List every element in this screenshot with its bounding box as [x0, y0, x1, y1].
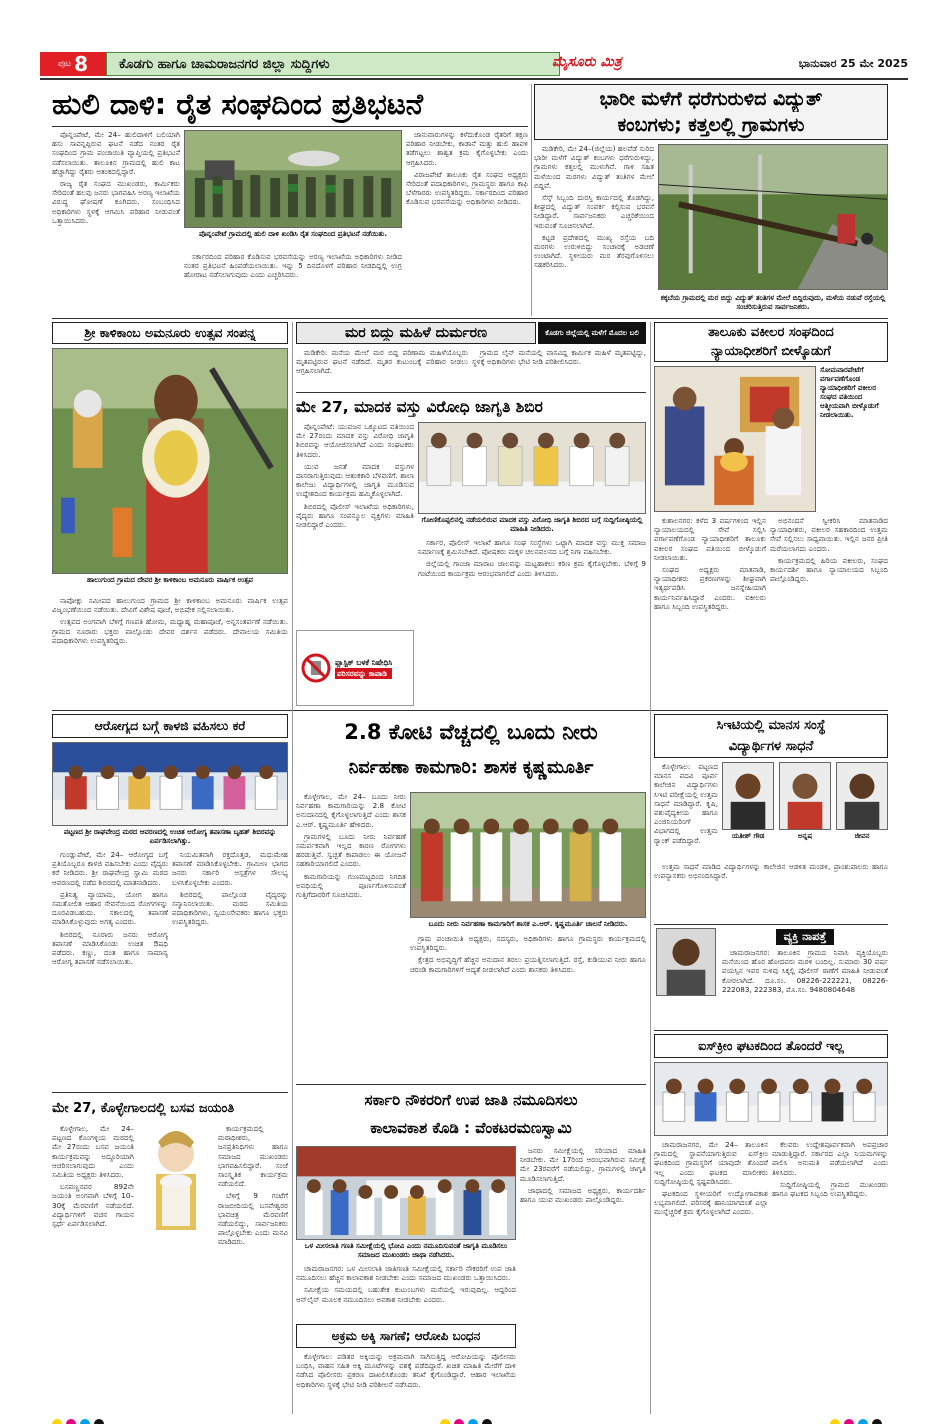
story6-para: ಸಂಘದ ಅಧ್ಯಕ್ಷರು ಮಾತನಾಡಿ, ನ್ಯಾಯಾಧೀಶರು ಪ್ರಕರಣಗಳನ್ನು ಶೀಘ್ರವಾಗಿ ಇತ್ಯರ್ಥಪಡಿಸಿ ಜನಸ್ನೇಹಿಯಾಗಿ ಕಾರ್ಯನಿರ್ವಹಿಸಿದ್ದಾರೆ ಎಂದರು. ವಕೀಲರು ಹಾಗೂ ಸಿಬ್ಬಂದಿ ಉಪಸ್ಥಿತರಿದ್ದರು.: [654, 565, 766, 611]
story8-para: ಕಾಮಗಾರಿಯನ್ನು ಗುಣಮಟ್ಟದಿಂದ ನಿಗದಿತ ಅವಧಿಯಲ್ಲಿ ಪೂರ್ಣಗೊಳಿಸುವಂತೆ ಗುತ್ತಿಗೆದಾರರಿಗೆ ಸೂಚಿಸಿದರು.: [296, 871, 406, 900]
story3-headline: ಶ್ರೀ ಕಾಳಿಕಾಂಬ ಅಮನೂರು ಉತ್ಸವ ಸಂಪನ್ನ: [84, 325, 256, 340]
registration-marks: [440, 1414, 496, 1424]
section-title: ಕೊಡಗು ಹಾಗೂ ಚಾಮರಾಜನಗರ ಜಿಲ್ಲಾ ಸುದ್ದಿಗಳು: [119, 56, 330, 72]
story11-column1: [654, 1140, 768, 1414]
story6-side-caption: ಸೋಮವಾರಪೇಟೆಗೆ ವರ್ಗಾವಣೆಗೊಂಡ ನ್ಯಾಯಾಧೀಶರಿಗೆ ವಕೀಲರ ಸಂಘದ ವತಿಯಿಂದ ಆತ್ಮೀಯವಾಗಿ ಬೀಳ್ಕೊಡುಗೆ ನೀಡಲಾಯಿತು.: [820, 366, 879, 419]
story2-headline-line2: ಕಂಬಗಳು; ಕತ್ತಲಲ್ಲಿ ಗ್ರಾಮಗಳು: [617, 114, 805, 136]
story8-column2: [410, 934, 646, 1082]
story10-para: ಚಾಮರಾಜನಗರ: ತಾಲೂಕಿನ ಗ್ರಾಮದ ನಿವಾಸಿ ವ್ಯಕ್ತಿಯೊಬ್ಬರು ಮನೆಯಿಂದ ಹೊರ ಹೋದವರು ಮರಳಿ ಬಂದಿಲ್ಲ. ಸುಮಾರು 30 ವರ್ಷ ವಯಸ್ಸಿನ ಇವರ ಸುಳಿವು ಸಿಕ್ಕಲ್ಲಿ ಪೊಲೀಸ್ ಠಾಣೆಗೆ ಮಾಹಿತಿ ನೀಡುವಂತೆ ಕೋರಲಾಗಿದೆ. ದೂ.ಸಂ. 08226-222221, 08226-222083, 222383, ಮೊ.ಸಂ. 9480804648: [722, 948, 888, 994]
story4-right-text: [472, 348, 646, 390]
story6-headline-line2: ನ್ಯಾಯಾಧೀಶರಿಗೆ ಬೀಳ್ಕೊಡುಗೆ: [711, 344, 831, 359]
column-divider: [292, 322, 293, 1414]
story12-photo: [138, 1124, 214, 1234]
story1-rule: [52, 126, 528, 127]
story6-para: ಕುಶಾಲನಗರ: ಕಳೆದ 3 ವರ್ಷಗಳಿಂದ ಇಲ್ಲಿನ ನ್ಯಾಯಾಲಯದಲ್ಲಿ ಸೇವೆ ಸಲ್ಲಿಸಿ ವರ್ಗಾವಣೆಗೊಂಡ ನ್ಯಾಯಾಧೀಶರಿಗೆ ತಾಲೂಕು ವಕೀಲರ ಸಂಘದ ವತಿಯಿಂದ ಬೀಳ್ಕೊಡುಗೆ ನೀಡಲಾಯಿತು.: [654, 516, 766, 562]
story6-headline-line1: ತಾಲೂಕು ವಕೀಲರ ಸಂಘದಿಂದ: [708, 325, 834, 340]
page-number: 8: [74, 52, 89, 76]
story5-photo: [418, 422, 646, 514]
story13-photo: [296, 1146, 516, 1240]
story13-headline-line2: ಕಾಲಾವಕಾಶ ಕೊಡಿ : ವೆಂಕಟರಮಣಸ್ವಾಮಿ: [370, 1119, 572, 1137]
story5-para: ಶಿಬಿರದಲ್ಲಿ ಪೊಲೀಸ್ ಇಲಾಖೆಯ ಅಧಿಕಾರಿಗಳು, ವೈದ್ಯರು ಹಾಗೂ ಸಂಪನ್ಮೂಲ ವ್ಯಕ್ತಿಗಳು ಮಾಹಿತಿ ನೀಡಲಿದ್ದಾರೆ ಎಂದರು.: [296, 501, 414, 530]
story4-headline: ಮರ ಬಿದ್ದು ಮಹಿಳೆ ದುರ್ಮರಣ: [344, 325, 487, 341]
story12-para: ಬಸವಣ್ಣನವರ 892ನೇ ಜಯಂತಿ ಅಂಗವಾಗಿ ಬೆಳಿಗ್ಗೆ 10–30ಕ್ಕೆ ಮೆರವಣಿಗೆ ನಡೆಯಲಿದೆ. ವಿದ್ಯಾರ್ಥಿಗಳಿಗೆ ವಚನ ಗಾಯನ ಸ್ಪರ್ಧೆ ಏರ್ಪಡಿಸಲಾಗಿದೆ.: [52, 1182, 134, 1229]
story1-column3: [406, 130, 528, 315]
story11-para: ಘಟಕದಿಂದ ಸ್ಥಳೀಯರಿಗೆ ಉದ್ಯೋಗಾವಕಾಶ ಲಭ್ಯವಾಗಲಿದೆ. ಪರಿಸರಕ್ಕೆ ಹಾನಿಯಾಗದಂತೆ ಎಲ್ಲಾ ಮುನ್ನೆಚ್ಚರಿಕೆ ಕ್ರಮ ಕೈಗೊಳ್ಳಲಾಗಿದೆ ಎಂದರು.: [654, 1189, 768, 1217]
story8-para: ಕ್ಷೇತ್ರದ ಅಭಿವೃದ್ಧಿಗೆ ಹೆಚ್ಚಿನ ಅನುದಾನ ತರಲು ಪ್ರಯತ್ನಿಸಲಾಗುತ್ತಿದೆ. ರಸ್ತೆ, ಕುಡಿಯುವ ನೀರು ಹಾಗೂ ಚರಂಡಿ ಕಾಮಗಾರಿಗಳಿಗೆ ಆದ್ಯತೆ ನೀಡಲಾಗಿದೆ ಎಂದು ಶಾಸಕರು ತಿಳಿಸಿದರು.: [410, 955, 646, 974]
story6-para: ಅಭಿನಂದನೆ ಸ್ವೀಕರಿಸಿ ಮಾತನಾಡಿದ ನ್ಯಾಯಾಧೀಶರು, ವಕೀಲರ ಸಹಕಾರದಿಂದ ಉತ್ತಮ ಸೇವೆ ಸಲ್ಲಿಸಲು ಸಾಧ್ಯವಾಯಿತು. ಇಲ್ಲಿನ ಜನರ ಪ್ರೀತಿ ಮರೆಯಲಾಗದು ಎಂದರು.: [770, 516, 888, 553]
story8-headline-line1: 2.8 ಕೋಟಿ ವೆಚ್ಚದಲ್ಲಿ ಬೂದು ನೀರು: [344, 720, 598, 744]
story4-kicker: ಕೊಡಗು ಜಿಲ್ಲೆಯಲ್ಲಿ ಮಳೆಗೆ ಮೊದಲ ಬಲಿ: [545, 328, 639, 337]
story12-headline: ಮೇ 27, ಕೊಳ್ಳೇಗಾಲದಲ್ಲಿ ಬಸವ ಜಯಂತಿ: [52, 1101, 235, 1116]
story13-para: ಸಮೀಕ್ಷೆಯ ಸಮಯದಲ್ಲಿ ಬಹುತೇಕ ಕುಟುಂಬಗಳು ಮನೆಯಲ್ಲಿ ಇರುವುದಿಲ್ಲ. ಆದ್ದರಿಂದ ಆನ್‌ಲೈನ್ ಮೂಲಕ ನಮೂದಿಸಲು ಅವಕಾಶ ನೀಡಬೇಕು ಎಂದರು.: [296, 1285, 516, 1304]
page-label: ಪುಟ: [57, 59, 72, 69]
story10-headline: ವ್ಯಕ್ತಿ ನಾಪತ್ತೆ: [776, 929, 835, 945]
story11-headline: ಐಸ್‌ಕ್ರೀಂ ಘಟಕದಿಂದ ತೊಂದರೆ ಇಲ್ಲ: [698, 1038, 844, 1053]
badge-line1: ಪ್ಲಾಸ್ಟಿಕ್ ಬಳಕೆ ನಿಷೇಧಿಸಿ: [335, 658, 393, 667]
story13-para: ಚಾಮರಾಜನಗರ: ಒಳ ಮೀಸಲಾತಿ ಜಾತಿಗಣತಿ ಸಮೀಕ್ಷೆಯಲ್ಲಿ ಸರ್ಕಾರಿ ನೌಕರರಿಗೆ ಉಪ ಜಾತಿ ನಮೂದಿಸಲು ಹೆಚ್ಚಿನ ಕಾಲಾವಕಾಶ ನೀಡಬೇಕು ಎಂದು ಸಮಾಜದ ಮುಖಂಡರು ಒತ್ತಾಯಿಸಿದರು.: [296, 1264, 516, 1283]
story4-rule: [296, 392, 646, 393]
row2-rule: [52, 710, 888, 711]
story7-para: ಪ್ರತಿನಿತ್ಯ ವ್ಯಾಯಾಮ, ಯೋಗ ಹಾಗೂ ಸಮತೋಲಿತ ಆಹಾರ ಸೇವನೆಯಿಂದ ರೋಗಗಳನ್ನು ದೂರವಿಡಬಹುದು. ಸಕಾಲದಲ್ಲಿ ತಪಾಸಣೆ ಮಾಡಿಸಿಕೊಳ್ಳುವುದು ಅಗತ್ಯ ಎಂದರು.: [52, 889, 168, 927]
story1-para: ರಾಜ್ಯ ರೈತ ಸಂಘದ ಮುಖಂಡರು, ಕಾರ್ಮಿಕರು ಸೇರಿದಂತೆ ಹಲವು ಜನರು ಭಾಗವಹಿಸಿ ಅರಣ್ಯ ಇಲಾಖೆಯ ವಿರುದ್ಧ ಘೋಷಣೆ ಕೂಗಿದರು. ಸಂಬಂಧಿಸಿದ ಅಧಿಕಾರಿಗಳು ಸ್ಥಳಕ್ಕೆ ಆಗಮಿಸಿ ಪರಿಹಾರ ನೀಡುವಂತೆ ಒತ್ತಾಯಿಸಿದರು.: [52, 179, 180, 225]
student-photo: [779, 762, 831, 830]
story2-photo-caption: ಕಕ್ಕಬೆಯ ಗ್ರಾಮದಲ್ಲಿ ಮರ ಬಿದ್ದು ವಿದ್ಯುತ್ ತಂತಿಗಳ ಮೇಲೆ ಬಿದ್ದಿರುವುದು, ಮಳೆಯ ನಡುವೆ ರಸ್ತೆಯಲ್ಲಿ ಸಂಚರಿಸುತ್ತಿರುವ ಸಾರ್ವಜನಿಕರು.: [660, 294, 886, 311]
story7-para: ಶಿಬಿರದಲ್ಲಿ ನೂರಾರು ಜನರು ಆರೋಗ್ಯ ತಪಾಸಣೆ ಮಾಡಿಸಿಕೊಂಡು ಉಚಿತ ಔಷಧಿ ಪಡೆದರು. ಕಣ್ಣು, ದಂತ ಹಾಗೂ ಸಾಮಾನ್ಯ ಆರೋಗ್ಯ ತಪಾಸಣೆ ನಡೆಸಲಾಯಿತು.: [52, 929, 168, 967]
story5-column1: [296, 422, 414, 622]
story11-column2: [772, 1140, 888, 1414]
story1-photo: [184, 130, 402, 228]
story8-para: ಗ್ರಾಮ ಪಂಚಾಯಿತಿ ಅಧ್ಯಕ್ಷರು, ಸದಸ್ಯರು, ಅಧಿಕಾರಿಗಳು ಹಾಗೂ ಗ್ರಾಮಸ್ಥರು ಕಾರ್ಯಕ್ರಮದಲ್ಲಿ ಉಪಸ್ಥಿತರಿದ್ದರು.: [410, 934, 646, 953]
story14-para: ಕೊಳ್ಳೇಗಾಲ: ಪಡಿತರ ಅಕ್ಕಿಯನ್ನು ಅಕ್ರಮವಾಗಿ ಸಾಗಿಸುತ್ತಿದ್ದ ಆರೋಪಿಯನ್ನು ಪೊಲೀಸರು ಬಂಧಿಸಿ, ವಾಹನ ಸಹಿತ ಅಕ್ಕಿ ಮೂಟೆಗಳನ್ನು ವಶಕ್ಕೆ ಪಡೆದಿದ್ದಾರೆ. ಖಚಿತ ಮಾಹಿತಿ ಮೇರೆಗೆ ದಾಳಿ ನಡೆಸಿದ ಪೊಲೀಸರು ಪ್ರಕರಣ ದಾಖಲಿಸಿಕೊಂಡು ತನಿಖೆ ಕೈಗೊಂಡಿದ್ದಾರೆ. ಆಹಾರ ಇಲಾಖೆಯ ಅಧಿಕಾರಿಗಳು ಸ್ಥಳಕ್ಕೆ ಭೇಟಿ ನೀಡಿ ಪರಿಶೀಲನೆ ನಡೆಸಿದರು.: [296, 1352, 516, 1389]
story5-para: ಯುವ ಜನತೆ ಮಾದಕ ವಸ್ತುಗಳ ದಾಸರಾಗುತ್ತಿರುವುದು ಆತಂಕಕಾರಿ ಬೆಳವಣಿಗೆ. ಶಾಲಾ ಕಾಲೇಜು ವಿದ್ಯಾರ್ಥಿಗಳಲ್ಲಿ ಜಾಗೃತಿ ಮೂಡಿಸುವ ಉದ್ದೇಶದಿಂದ ಕಾರ್ಯಕ್ರಮ ಹಮ್ಮಿಕೊಳ್ಳಲಾಗಿದೆ.: [296, 461, 414, 499]
story6-column1: [654, 516, 766, 706]
story4-headline-box: [296, 322, 536, 344]
page-header: [40, 52, 908, 76]
story7-bottom-rule: [52, 1092, 288, 1093]
story12-para: ಕಾರ್ಯಕ್ರಮದಲ್ಲಿ ಮಠಾಧೀಶರು, ಜನಪ್ರತಿನಿಧಿಗಳು ಹಾಗೂ ಸಮಾಜದ ಮುಖಂಡರು ಭಾಗವಹಿಸಲಿದ್ದಾರೆ. ಸಂಜೆ ಸಾಂಸ್ಕೃತಿಕ ಕಾರ್ಯಕ್ರಮ ನಡೆಯಲಿದೆ.: [218, 1124, 288, 1189]
story11-top-rule: [654, 1030, 888, 1031]
story12-para: ಕೊಳ್ಳೇಗಾಲ, ಮೇ 24– ಪಟ್ಟಣದ ಕೊಂಗಳ್ಳಿಯ ಮಠದಲ್ಲಿ ಮೇ 27ರಂದು ಬಸವ ಜಯಂತಿ ಕಾರ್ಯಕ್ರಮವನ್ನು ಅದ್ದೂರಿಯಾಗಿ ಆಚರಿಸಲಾಗುವುದು ಎಂದು ಸಮಿತಿಯ ಅಧ್ಯಕ್ಷರು ತಿಳಿಸಿದರು.: [52, 1124, 134, 1180]
story8-para: ಕೊಳ್ಳೇಗಾಲ, ಮೇ 24– ಬೂದು ನೀರು ನಿರ್ವಹಣಾ ಕಾಮಗಾರಿಯನ್ನು 2.8 ಕೋಟಿ ಅನುದಾನದಲ್ಲಿ ಕೈಗೊಳ್ಳಲಾಗುತ್ತಿದೆ ಎಂದು ಶಾಸಕ ಎ.ಆರ್. ಕೃಷ್ಣಮೂರ್ತಿ ಹೇಳಿದರು.: [296, 792, 406, 829]
story1-headline: ಹುಲಿ ದಾಳಿ: ರೈತ ಸಂಘದಿಂದ ಪ್ರತಿಭಟನೆ: [52, 87, 424, 121]
story9-intro: [654, 762, 718, 858]
story10-headline-box: [722, 928, 888, 946]
story2-column1: [534, 144, 654, 314]
story2-para: ಸೆಸ್ಕ್ ಸಿಬ್ಬಂದಿ ದುರಸ್ತಿ ಕಾರ್ಯದಲ್ಲಿ ತೊಡಗಿದ್ದು, ಶೀಘ್ರದಲ್ಲಿ ವಿದ್ಯುತ್ ಸಂಪರ್ಕ ಕಲ್ಪಿಸುವ ಭರವಸೆ ನೀಡಿದ್ದಾರೆ. ಸಾರ್ವಜನಿಕರು ಎಚ್ಚರಿಕೆಯಿಂದ ಇರುವಂತೆ ಸೂಚಿಸಲಾಗಿದೆ.: [534, 193, 654, 230]
student-photo: [722, 762, 774, 830]
student-name: ಅನ್ನಷ: [797, 832, 813, 840]
story13-para: ಜನರು ಸಮೀಕ್ಷೆಯಲ್ಲಿ ಸರಿಯಾದ ಮಾಹಿತಿ ನೀಡಬೇಕು. ಮೇ 17ರಿಂದ ಆರಂಭವಾಗಿರುವ ಸಮೀಕ್ಷೆ ಮೇ 23ರವರೆಗೆ ನಡೆಯಲಿದ್ದು, ಗ್ರಾಮಗಳಲ್ಲಿ ಜಾಗೃತಿ ಮೂಡಿಸಲಾಗುತ್ತಿದೆ.: [520, 1146, 646, 1183]
story2-headline-line1: ಭಾರೀ ಮಳೆಗೆ ಧರೆಗುರುಳಿದ ವಿದ್ಯುತ್: [599, 88, 823, 110]
story11-para: ಸುದ್ದಿಗೋಷ್ಠಿಯಲ್ಲಿ ಗ್ರಾಮದ ಮುಖಂಡರು ಹಾಗೂ ಘಟಕದ ಸಿಬ್ಬಂದಿ ಉಪಸ್ಥಿತರಿದ್ದರು.: [772, 1179, 888, 1199]
header-rule: [40, 78, 908, 80]
story14-headline: ಅಕ್ರಮ ಅಕ್ಕಿ ಸಾಗಣೆ; ಆರೋಪಿ ಬಂಧನ: [331, 1328, 481, 1343]
missing-person-photo: [656, 928, 716, 996]
student-name: ಜೀವನ: [854, 832, 870, 840]
section-banner: [106, 52, 560, 76]
story14-body: [296, 1352, 516, 1414]
story8-photo: [410, 792, 646, 918]
page-number-badge: [40, 52, 106, 76]
story11-photo: [654, 1062, 888, 1136]
story7-photo: [52, 742, 288, 826]
story7-para: ಶಿಬಿರದಲ್ಲಿ ಪಾಲ್ಗೊಂಡ ವೈದ್ಯರನ್ನು ಸನ್ಮಾನಿಸಲಾಯಿತು. ಮಠದ ಸಮಿತಿಯ ಪದಾಧಿಕಾರಿಗಳು, ಸ್ವಯಂಸೇವಕರು ಹಾಗೂ ಭಕ್ತರು ಉಪಸ್ಥಿತರಿದ್ದರು.: [172, 889, 288, 927]
registration-marks: [52, 1414, 108, 1424]
story1-column1: [52, 130, 180, 315]
story3-headline-box: [52, 322, 288, 344]
story6-column2: [770, 516, 888, 706]
story8-column1: [296, 792, 406, 1082]
story1-para: ಪೊನ್ನಂಪೇಟೆ, ಮೇ 24– ಹುಲಿದಾಳಿಗೆ ಬಲಿಯಾಗಿ ಹಸು ಸಾವನ್ನಪ್ಪಿರುವ ಘಟನೆ ನಡೆದ ನಂತರ ರೈತ ಸಂಘದಿಂದ ಗ್ರಾಮ ಪಂಚಾಯಿತಿ ವ್ಯಾಪ್ತಿಯಲ್ಲಿ ಪ್ರತಿಭಟನೆ ನಡೆಸಲಾಯಿತು. ತಾಲೂಕಿನ ಗ್ರಾಮದಲ್ಲಿ ಹುಲಿ ಕಾಟ ಹೆಚ್ಚಾಗಿದ್ದು ರೈತರು ಆತಂಕದಲ್ಲಿದ್ದಾರೆ.: [52, 130, 180, 176]
column-divider: [531, 84, 532, 316]
story9-para: ಕೊಳ್ಳೇಗಾಲ: ಪಟ್ಟಣದ ಮಾನಸ ಪದವಿ ಪೂರ್ವ ಕಾಲೇಜಿನ ವಿದ್ಯಾರ್ಥಿಗಳು ಸಿಇಟಿ ಪರೀಕ್ಷೆಯಲ್ಲಿ ಉತ್ತಮ ಸಾಧನೆ ಮಾಡಿದ್ದಾರೆ. ಕೃಷಿ, ಪಶುವೈದ್ಯಕೀಯ ಹಾಗೂ ಎಂಜಿನಿಯರಿಂಗ್ ವಿಭಾಗದಲ್ಲಿ ಉತ್ತಮ ರ‍್ಯಾಂಕ್ ಪಡೆದಿದ್ದಾರೆ.: [654, 762, 718, 845]
story12-column2: [218, 1124, 288, 1414]
row1-rule: [52, 318, 888, 319]
story5-column2: [418, 538, 646, 706]
story9-para: ಉತ್ತಮ ಸಾಧನೆ ಮಾಡಿದ ವಿದ್ಯಾರ್ಥಿಗಳನ್ನು ಕಾಲೇಜಿನ ಆಡಳಿತ ಮಂಡಳಿ, ಪ್ರಾಂಶುಪಾಲರು ಹಾಗೂ ಉಪನ್ಯಾಸಕರು ಅಭಿನಂದಿಸಿದ್ದಾರೆ.: [654, 862, 888, 881]
story1-column2: [184, 252, 402, 316]
story4-para: ಮಡಿಕೇರಿ: ಮನೆಯ ಮೇಲೆ ಮರ ಬಿದ್ದ ಪರಿಣಾಮ ಮಹಿಳೆಯೊಬ್ಬರು ಮೃತಪಟ್ಟಿರುವ ಘಟನೆ ನಡೆದಿದೆ. ಮೃತರ ಕುಟುಂಬಕ್ಕೆ ಪರಿಹಾರ ನೀಡಲು ಆಗ್ರಹಿಸಲಾಗಿದೆ.: [296, 348, 468, 376]
story13-column2: [520, 1146, 646, 1414]
plastic-ban-badge: [296, 630, 414, 706]
story1-photo-caption: ಪೊನ್ನಂಪೇಟೆ ಗ್ರಾಮದಲ್ಲಿ ಹುಲಿ ದಾಳಿ ಖಂಡಿಸಿ ರೈತ ಸಂಘದಿಂದ ಪ್ರತಿಭಟನೆ ನಡೆಯಿತು.: [198, 230, 388, 238]
no-plastic-icon: [301, 653, 331, 683]
story7-column1: [52, 850, 168, 1090]
story7-headline-box: [52, 714, 288, 738]
story3-photo: [52, 348, 288, 574]
story7-para: ನಿಯಮಿತವಾಗಿ ರಕ್ತದೊತ್ತಡ, ಮಧುಮೇಹ ತಪಾಸಣೆ ಮಾಡಿಸಿಕೊಳ್ಳಬೇಕು. ಗ್ರಾಮೀಣ ಭಾಗದ ಜನರು ಸರ್ಕಾರಿ ಆಸ್ಪತ್ರೆಗಳ ಸೌಲಭ್ಯ ಬಳಸಿಕೊಳ್ಳಬೇಕು ಎಂದರು.: [172, 850, 288, 887]
story6-photo: [654, 366, 816, 512]
story12-column1: [52, 1124, 134, 1414]
story3-para: ನಾಪೋಕ್ಲು ಸಮೀಪದ ಹಾಲುಗುಂದ ಗ್ರಾಮದ ಶ್ರೀ ಕಾಳಿಕಾಂಬ ಅಮನೂರು ವಾರ್ಷಿಕ ಉತ್ಸವ ವಿಜೃಂಭಣೆಯಿಂದ ನಡೆಯಿತು. ದೇವಿಗೆ ವಿಶೇಷ ಪೂಜೆ, ಅಭಿಷೇಕ ಸಲ್ಲಿಸಲಾಯಿತು.: [52, 596, 288, 615]
story5-para: ಜಿಲ್ಲೆಯಲ್ಲಿ ಗಾಂಜಾ ಮಾರಾಟ ಜಾಲವನ್ನು ಮಟ್ಟಹಾಕಲು ಕಠಿಣ ಕ್ರಮ ಕೈಗೊಳ್ಳಬೇಕು. ಬೆಳಿಗ್ಗೆ 9 ಗಂಟೆಯಿಂದ ಕಾರ್ಯಕ್ರಮ ಆರಂಭವಾಗಲಿದೆ ಎಂದು ತಿಳಿಸಿದರು.: [418, 559, 646, 578]
story13-column1: [296, 1264, 516, 1320]
story4-para: ಗ್ರಾಮದ ಲೈನ್ ಮನೆಯಲ್ಲಿ ವಾಸವಿದ್ದ ಕಾರ್ಮಿಕ ಮಹಿಳೆ ಮೃತಪಟ್ಟಿದ್ದು, ಸ್ಥಳಕ್ಕೆ ಅಧಿಕಾರಿಗಳು ಭೇಟಿ ನೀಡಿ ಪರಿಶೀಲಿಸಿದರು.: [472, 348, 646, 367]
story4-left-text: [296, 348, 468, 390]
story2-para: ಕಟ್ಟಡ ಪ್ರದೇಶದಲ್ಲಿ ಮುಖ್ಯ ರಸ್ತೆಯ ಬದಿ ಮರಗಳು ಉರುಳಿಬಿದ್ದು ಸಂಚಾರಕ್ಕೆ ಅಡಚಣೆ ಉಂಟಾಗಿದೆ. ಸ್ಥಳೀಯರು ಮರ ತೆರವುಗೊಳಿಸಲು ಸಹಕರಿಸಿದರು.: [534, 232, 654, 270]
story1-para: ವಿರಾಜಪೇಟೆ ತಾಲೂಕು ರೈತ ಸಂಘದ ಅಧ್ಯಕ್ಷರು ಸೇರಿದಂತೆ ಪದಾಧಿಕಾರಿಗಳು, ಗ್ರಾಮಸ್ಥರು ಹಾಗೂ ಕಾಫಿ ಬೆಳೆಗಾರರು ಉಪಸ್ಥಿತರಿದ್ದರು. ಸರ್ಕಾರದಿಂದ ಪರಿಹಾರ ಕೊಡಿಸುವ ಭರವಸೆಯನ್ನು ಅಧಿಕಾರಿಗಳು ನೀಡಿದರು.: [406, 169, 528, 207]
story8-headline-line2: ನಿರ್ವಹಣಾ ಕಾಮಗಾರಿ: ಶಾಸಕ ಕೃಷ್ಣಮೂರ್ತಿ: [348, 758, 594, 778]
story3-photo-caption: ಹಾಲುಗುಂದ ಗ್ರಾಮದ ದೇವರ ಶ್ರೀ ಕಾಳಿಕಾಂಬ ಅಮನೂರು ವಾರ್ಷಿಕ ಉತ್ಸವ: [86, 576, 253, 584]
student-name: ಯತೀಶ್ ಗೌಡ: [731, 832, 765, 840]
story11-para: ಕೆಲವರು ಉದ್ದೇಶಪೂರ್ವಕವಾಗಿ ಅಪಪ್ರಚಾರ ಮಾಡುತ್ತಿದ್ದಾರೆ. ಸರ್ಕಾರದ ಎಲ್ಲಾ ನಿಯಮಗಳನ್ನು ಪಾಲಿಸಿ ಅನುಮತಿ ಪಡೆಯಲಾಗಿದೆ ಎಂದು ತಿಳಿಸಿದರು.: [772, 1140, 888, 1177]
story5-para: ಪೊನ್ನಂಪೇಟೆ: ಯುವಜನ ಒಕ್ಕೂಟದ ವತಿಯಿಂದ ಮೇ 27ರಂದು ಮಾದಕ ವಸ್ತು ವಿರೋಧಿ ಜಾಗೃತಿ ಶಿಬಿರವನ್ನು ಆಯೋಜಿಸಲಾಗಿದೆ ಎಂದು ಸಂಘಟಕರು ತಿಳಿಸಿದರು.: [296, 422, 414, 459]
story1-para: ಜಾನುವಾರುಗಳನ್ನು ಕಳೆದುಕೊಂಡ ರೈತರಿಗೆ ತಕ್ಷಣ ಪರಿಹಾರ ನೀಡಬೇಕು, ಕಾಡಾನೆ ಮತ್ತು ಹುಲಿ ಹಾವಳಿ ತಡೆಗಟ್ಟಲು ಶಾಶ್ವತ ಕ್ರಮ ಕೈಗೊಳ್ಳಬೇಕು ಎಂದು ಆಗ್ರಹಿಸಿದರು.: [406, 130, 528, 167]
story9-headline-line2: ವಿದ್ಯಾರ್ಥಿಗಳ ಸಾಧನೆ: [728, 739, 814, 754]
student-photo: [836, 762, 888, 830]
registration-marks: [830, 1414, 886, 1424]
story3-para: ಉತ್ಸವದ ಅಂಗವಾಗಿ ಬೆಳಿಗ್ಗೆ ಗಣಪತಿ ಹೋಮ, ಮಧ್ಯಾಹ್ನ ಮಹಾಪೂಜೆ, ಅನ್ನಸಂತರ್ಪಣೆ ನಡೆಯಿತು. ಗ್ರಾಮದ ನೂರಾರು ಭಕ್ತರು ಪಾಲ್ಗೊಂಡು ದೇವರ ದರ್ಶನ ಪಡೆದರು. ದೇವಾಲಯ ಸಮಿತಿಯ ಪದಾಧಿಕಾರಿಗಳು ಉಪಸ್ಥಿತರಿದ್ದರು.: [52, 617, 288, 645]
story1-para: ಸರ್ಕಾರದಿಂದ ಪರಿಹಾರ ಕೊಡಿಸುವ ಭರವಸೆಯನ್ನು ಅರಣ್ಯ ಇಲಾಖೆಯ ಅಧಿಕಾರಿಗಳು ನೀಡಿದ ನಂತರ ಪ್ರತಿಭಟನೆ ಹಿಂಪಡೆಯಲಾಯಿತು. ಇನ್ನು 5 ದಿನದೊಳಗೆ ಪರಿಹಾರ ನೀಡದಿದ್ದಲ್ಲಿ ಉಗ್ರ ಹೋರಾಟ ನಡೆಸಲಾಗುವುದು ಎಂದು ಎಚ್ಚರಿಸಿದರು.: [184, 252, 402, 280]
story13-para: ಜಾಥಾದಲ್ಲಿ ಸಮಾಜದ ಅಧ್ಯಕ್ಷರು, ಕಾರ್ಯದರ್ಶಿ ಹಾಗೂ ಯುವ ಮುಖಂಡರು ಪಾಲ್ಗೊಂಡಿದ್ದರು.: [520, 1185, 646, 1205]
story8-photo-caption: ಬೂದು ನೀರು ನಿರ್ವಹಣಾ ಕಾಮಗಾರಿಗೆ ಶಾಸಕ ಎ.ಆರ್. ಕೃಷ್ಣಮೂರ್ತಿ ಚಾಲನೆ ನೀಡಿದರು.: [428, 920, 628, 928]
paper-name: ಮೈಸೂರು ಮಿತ್ರ: [552, 54, 622, 70]
story6-para: ಕಾರ್ಯಕ್ರಮದಲ್ಲಿ ಹಿರಿಯ ವಕೀಲರು, ಸಂಘದ ಕಾರ್ಯದರ್ಶಿ ಹಾಗೂ ನ್ಯಾಯಾಲಯದ ಸಿಬ್ಬಂದಿ ಪಾಲ್ಗೊಂಡಿದ್ದರು.: [770, 555, 888, 584]
story7-photo-caption: ಪಟ್ಟಣದ ಶ್ರೀ ರಾಘವೇಂದ್ರ ಮಠದ ಆವರಣದಲ್ಲಿ ಉಚಿತ ಆರೋಗ್ಯ ತಪಾಸಣಾ ಬೃಹತ್ ಶಿಬಿರವನ್ನು ಏರ್ಪಡಿಸಲಾಗಿತ್ತು.: [63, 828, 277, 845]
story3-body: [52, 596, 288, 706]
story5-headline: ಮೇ 27, ಮಾದಕ ವಸ್ತು ವಿರೋಧಿ ಜಾಗೃತಿ ಶಿಬಿರ: [296, 398, 543, 416]
story2-para: ಮಡಿಕೇರಿ, ಮೇ 24–(ಜಿಲ್ಲೆಯ) ಹಲವೆಡೆ ಸುರಿದ ಭಾರೀ ಮಳೆಗೆ ವಿದ್ಯುತ್ ಕಂಬಗಳು ಧರೆಗುರುಳಿದ್ದು, ಗ್ರಾಮಗಳು ಕತ್ತಲಲ್ಲಿ ಮುಳುಗಿವೆ. ಗಾಳಿ ಸಹಿತ ಮಳೆಯಿಂದ ಮರಗಳು ವಿದ್ಯುತ್ ತಂತಿಗಳ ಮೇಲೆ ಬಿದ್ದಿವೆ.: [534, 144, 654, 190]
story13-headline-line1: ಸರ್ಕಾರಿ ನೌಕರರಿಗೆ ಉಪ ಜಾತಿ ನಮೂದಿಸಲು: [364, 1091, 578, 1109]
story8-para: ಗ್ರಾಮಗಳಲ್ಲಿ ಬೂದು ನೀರು ನಿರ್ವಹಣೆ ಸಮರ್ಪಕವಾಗಿ ಇಲ್ಲದ ಕಾರಣ ರೋಗಗಳು ಹರಡುತ್ತಿವೆ. ಸ್ವಚ್ಛತೆ ಕಾಪಾಡಲು ಈ ಯೋಜನೆ ಸಹಕಾರಿಯಾಗಲಿದೆ ಎಂದರು.: [296, 831, 406, 869]
story13-photo-caption: ಒಳ ಮೀಸಲಾತಿ ಗಣತಿ ಸಮೀಕ್ಷೆಯಲ್ಲಿ ಭೋವಿ ಎಂದು ನಮೂದಿಸುವಂತೆ ಜಾಗೃತಿ ಮೂಡಿಸಲು ಸಮಾಜದ ಮುಖಂಡರು ಜಾಥಾ ನಡೆಸಿದರು.: [304, 1242, 508, 1259]
story11-para: ಚಾಮರಾಜನಗರ, ಮೇ 24– ತಾಲೂಕಿನ ಗ್ರಾಮದಲ್ಲಿ ಸ್ಥಾಪನೆಯಾಗುತ್ತಿರುವ ಐಸ್‌ಕ್ರೀಂ ಘಟಕದಿಂದ ಗ್ರಾಮಸ್ಥರಿಗೆ ಯಾವುದೇ ತೊಂದರೆ ಇಲ್ಲ ಎಂದು ಘಟಕದ ಮಾಲೀಕರು ಸುದ್ದಿಗೋಷ್ಠಿಯಲ್ಲಿ ಸ್ಪಷ್ಟಪಡಿಸಿದರು.: [654, 1140, 768, 1186]
story14-headline-box: [296, 1324, 516, 1348]
story7-headline: ಆರೋಗ್ಯದ ಬಗ್ಗೆ ಕಾಳಜಿ ವಹಿಸಲು ಕರೆ: [94, 718, 246, 733]
story4-kicker-box: [538, 322, 646, 344]
issue-date: ಭಾನುವಾರ 25 ಮೇ 2025: [798, 57, 908, 70]
story11-headline-box: [654, 1034, 888, 1058]
story12-para: ಬೆಳಿಗ್ಗೆ 9 ಗಂಟೆಗೆ ರಾಜಬೀದಿಯಲ್ಲಿ ಬಸವೇಶ್ವರರ ಭಾವಚಿತ್ರ ಮೆರವಣಿಗೆ ನಡೆಯಲಿದ್ದು, ಸಾರ್ವಜನಿಕರು ಪಾಲ್ಗೊಳ್ಳಬೇಕು ಎಂದು ಮನವಿ ಮಾಡಿದರು.: [218, 1191, 288, 1247]
story9-headline-line1: ಸಿಇಟಿಯಲ್ಲಿ ಮಾನಸ ಸಂಸ್ಥೆ: [716, 718, 826, 733]
column-divider: [650, 322, 651, 1414]
story9-body: [654, 862, 888, 920]
badge-line2: ಪರಿಸರವನ್ನು ಕಾಪಾಡಿ: [335, 668, 392, 679]
story5-para: ಸರ್ಕಾರ, ಪೊಲೀಸ್ ಇಲಾಖೆ ಹಾಗೂ ಸಂಘ ಸಂಸ್ಥೆಗಳು ಒಟ್ಟಾಗಿ ಮಾದಕ ವಸ್ತು ಮುಕ್ತ ಸಮಾಜ ನಿರ್ಮಾಣಕ್ಕೆ ಶ್ರಮಿಸಬೇಕಿದೆ. ಪೋಷಕರು ಮಕ್ಕಳ ಚಲನವಲನದ ಬಗ್ಗೆ ನಿಗಾ ವಹಿಸಬೇಕು.: [418, 538, 646, 557]
story9-student-photos: [722, 762, 888, 858]
story2-photo: [658, 144, 888, 290]
story10-body: [722, 948, 888, 1028]
story10-top-rule: [654, 924, 888, 925]
story7-para: ಗುಂಡ್ಲುಪೇಟೆ, ಮೇ 24– ಆರೋಗ್ಯದ ಬಗ್ಗೆ ಪ್ರತಿಯೊಬ್ಬರೂ ಕಾಳಜಿ ವಹಿಸಬೇಕು ಎಂದು ವೈದ್ಯರು ಕರೆ ನೀಡಿದರು. ಶ್ರೀ ರಾಘವೇಂದ್ರ ಸ್ವಾಮಿ ಮಠದ ಆವರಣದಲ್ಲಿ ನಡೆದ ಶಿಬಿರದಲ್ಲಿ ಮಾತನಾಡಿದರು.: [52, 850, 168, 887]
story7-column2: [172, 850, 288, 1090]
story8-bottom-rule: [296, 1084, 646, 1085]
story5-photo-caption: ಗೋಣಿಕೊಪ್ಪಲಿನಲ್ಲಿ ನಡೆಯಲಿರುವ ಮಾದಕ ವಸ್ತು ವಿರೋಧಿ ಜಾಗೃತಿ ಶಿಬಿರದ ಬಗ್ಗೆ ಸುದ್ದಿಗೋಷ್ಠಿಯಲ್ಲಿ ಮಾಹಿತಿ ನೀಡಿದರು.: [421, 516, 643, 533]
